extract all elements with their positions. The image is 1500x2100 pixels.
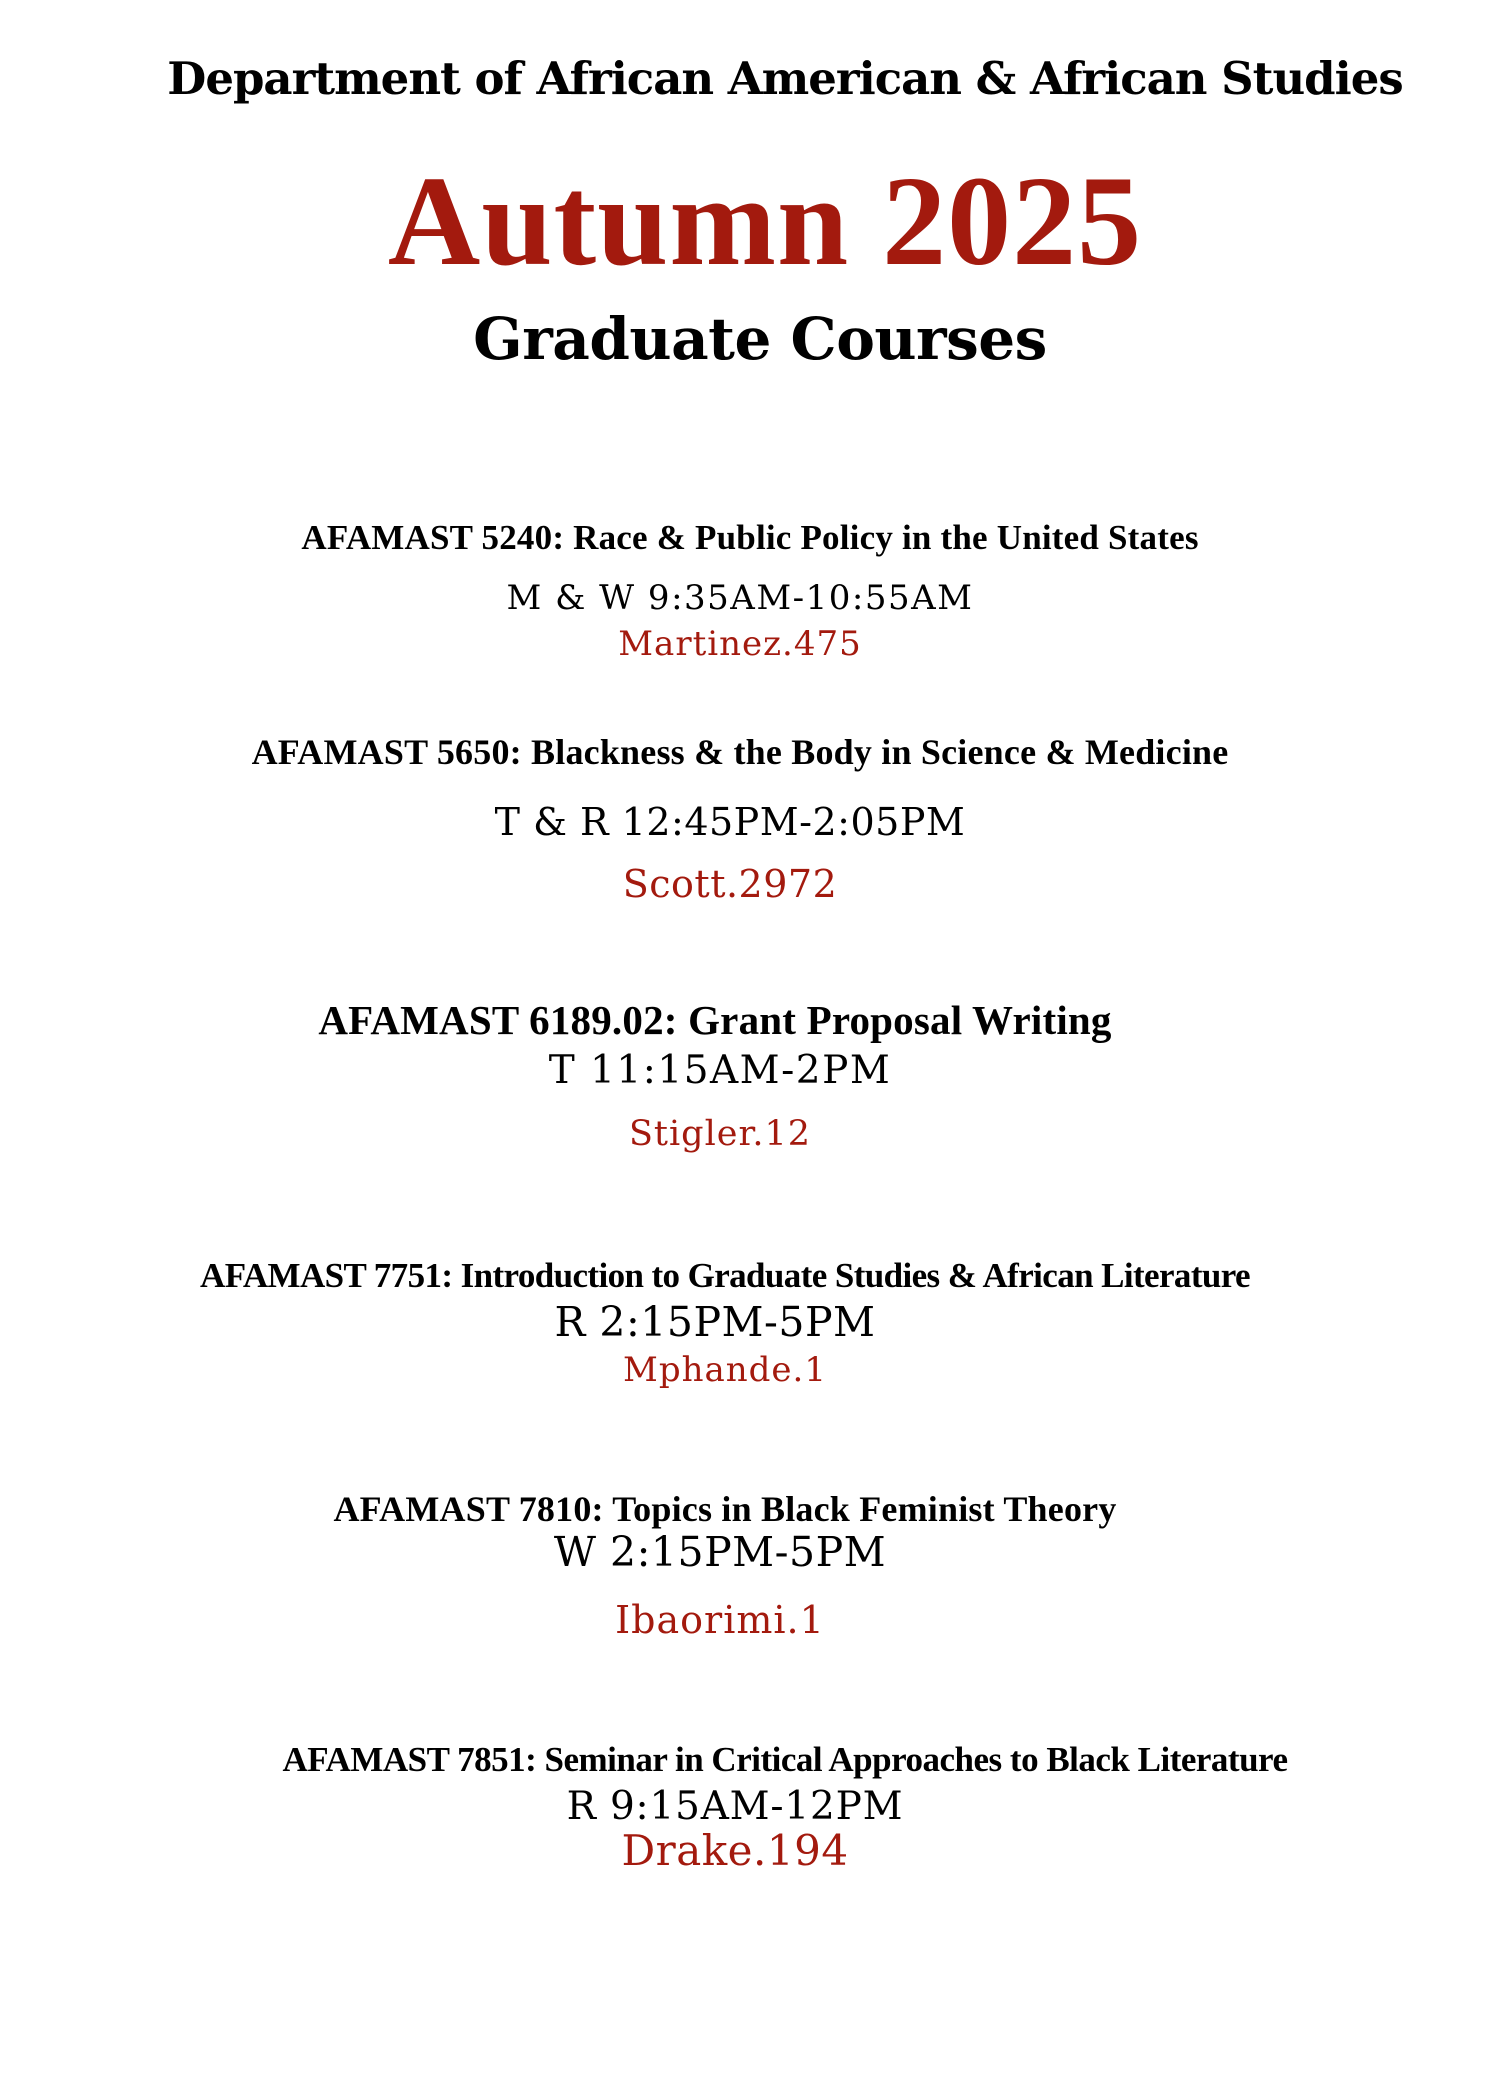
course-instructor: Martinez.475: [618, 624, 862, 664]
course-instructor: Mphande.1: [623, 1350, 827, 1390]
course-instructor: Ibaorimi.1: [615, 1598, 825, 1642]
course-instructor: Drake.194: [621, 1826, 849, 1875]
page-subtitle: Graduate Courses: [473, 305, 1047, 373]
course-schedule: R 9:15AM-12PM: [566, 1784, 904, 1829]
course-title: AFAMAST 5240: Race & Public Policy in the United States: [301, 518, 1199, 557]
course-instructor: Stigler.12: [628, 1114, 812, 1154]
course-schedule: T 11:15AM-2PM: [548, 1048, 892, 1093]
department-heading: Department of African American & African Studies: [167, 52, 1403, 105]
term-title: Autumn 2025: [387, 150, 1143, 292]
course-title: AFAMAST 7810: Topics in Black Feminist Theory: [333, 1489, 1117, 1529]
course-title: AFAMAST 6189.02: Grant Proposal Writing: [318, 997, 1112, 1043]
course-schedule: T & R 12:45PM-2:05PM: [494, 800, 966, 844]
course-schedule: M & W 9:35AM-10:55AM: [506, 578, 974, 618]
course-instructor: Scott.2972: [622, 862, 838, 906]
course-schedule: R 2:15PM-5PM: [554, 1298, 876, 1346]
course-title: AFAMAST 7851: Seminar in Critical Approaches to Black Literature: [282, 1740, 1288, 1779]
course-title: AFAMAST 5650: Blackness & the Body in Science & Medicine: [251, 732, 1229, 772]
course-title: AFAMAST 7751: Introduction to Graduate Studies & African Literature: [200, 1256, 1250, 1295]
course-schedule: W 2:15PM-5PM: [553, 1528, 887, 1576]
